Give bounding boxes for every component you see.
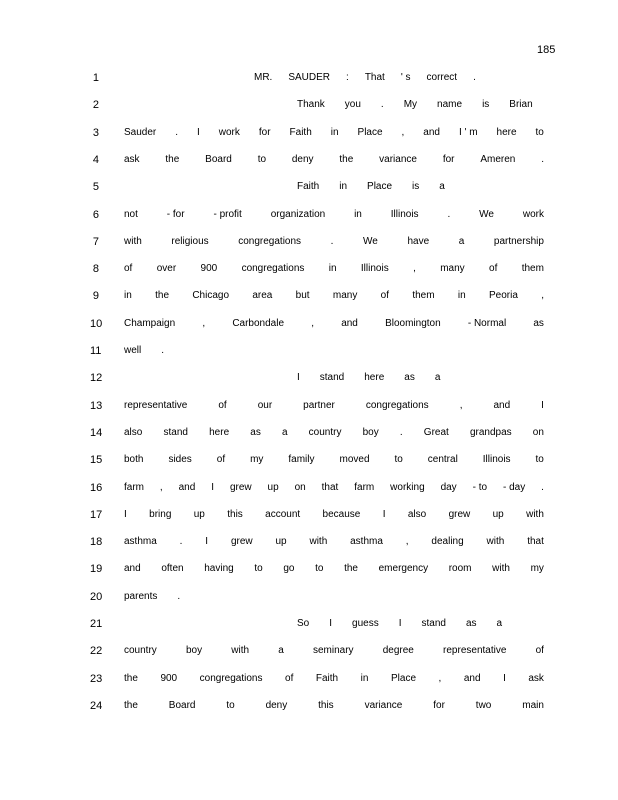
word: the [124, 672, 138, 684]
word: 900 [160, 672, 178, 684]
word: you [344, 99, 361, 111]
word: having [204, 563, 234, 575]
word: Place [390, 672, 416, 684]
word: Place [367, 181, 393, 193]
word: . [447, 208, 451, 220]
word: So [297, 618, 310, 629]
word: name [437, 99, 463, 111]
word: My [403, 99, 418, 111]
word: to [257, 153, 267, 165]
word: representative [443, 645, 507, 657]
transcript-line [0, 154, 618, 170]
word: 900 [200, 263, 218, 275]
word: I [211, 481, 215, 493]
transcript-line [0, 372, 618, 388]
word: a [434, 372, 441, 384]
word: Faith [315, 672, 339, 684]
word: We [363, 235, 378, 247]
transcript-line [0, 400, 618, 416]
line-number: 19 [90, 563, 103, 576]
line-number: 2 [92, 99, 99, 112]
word: Illinois [360, 263, 389, 275]
word: on [294, 481, 306, 493]
word: with [231, 645, 250, 657]
word: two [475, 699, 492, 711]
line-text [124, 318, 544, 329]
word: guess [352, 618, 379, 629]
word: this [227, 508, 243, 520]
word: up [193, 508, 205, 520]
word: a [458, 235, 465, 247]
word: representative [124, 399, 188, 411]
word: MR. [254, 72, 273, 83]
word: grew [229, 481, 252, 493]
line-text [124, 427, 544, 438]
word: sides [168, 454, 192, 466]
word: working [390, 481, 425, 493]
line-number: 4 [92, 153, 99, 166]
word: I [329, 618, 333, 629]
word: ask [124, 153, 140, 165]
word: many [440, 263, 465, 275]
word: I [205, 536, 209, 548]
transcript-line [0, 263, 618, 279]
word: with [526, 508, 544, 520]
word: the [339, 153, 354, 165]
word: grew [230, 536, 253, 548]
word: the [155, 290, 170, 302]
transcript-line [0, 509, 618, 525]
word: the [344, 563, 358, 575]
page-number: 185 [537, 44, 556, 56]
word: them [412, 290, 435, 302]
transcript-line [0, 209, 618, 225]
word: I [398, 618, 402, 629]
word: ask [528, 672, 544, 684]
transcript-line [0, 181, 618, 197]
word: my [530, 563, 544, 575]
word: . [541, 153, 544, 165]
word: asthma [350, 536, 383, 548]
word: day [440, 481, 457, 493]
word: , [202, 317, 206, 329]
word: stand [163, 426, 188, 438]
word: of [216, 454, 226, 466]
word: in [328, 263, 337, 275]
line-number: 7 [92, 235, 99, 248]
word: to [226, 699, 235, 711]
word: with [124, 235, 142, 247]
word: , [459, 399, 463, 411]
word: bring [149, 508, 172, 520]
word: SAUDER [288, 72, 331, 83]
word: Brian [509, 99, 533, 111]
word: . [175, 126, 179, 138]
word: to [254, 563, 263, 575]
transcript-line [0, 99, 618, 115]
line-text [124, 509, 544, 520]
word: here [496, 126, 517, 138]
word: for [442, 153, 455, 165]
word: Sauder [124, 126, 157, 138]
word: . [473, 72, 476, 83]
transcript-line [0, 700, 618, 716]
word: seminary [312, 645, 354, 657]
word: in [124, 290, 132, 302]
line-text [124, 563, 544, 574]
word: congregations [199, 672, 263, 684]
word: , [401, 126, 405, 138]
word: with [492, 563, 510, 575]
word: We [479, 208, 494, 220]
transcript-line [0, 345, 618, 361]
word: country [308, 426, 342, 438]
word: . [177, 590, 181, 602]
word: I ' m [458, 126, 478, 138]
word: boy [185, 645, 203, 657]
word: because [322, 508, 361, 520]
word: of [285, 672, 294, 684]
word: and [124, 563, 141, 575]
line-number: 12 [90, 372, 103, 385]
word: a [496, 618, 503, 629]
word: Ameren [480, 153, 516, 165]
line-number: 24 [90, 699, 103, 712]
word: this [318, 699, 334, 711]
word: with [486, 536, 505, 548]
line-number: 13 [90, 399, 103, 412]
word: on [532, 426, 544, 438]
word: congregations [238, 235, 302, 247]
word: as [465, 618, 477, 629]
transcript-line [0, 454, 618, 470]
line-number: 15 [90, 454, 103, 467]
word: them [521, 263, 544, 275]
word: of [380, 290, 389, 302]
transcript-line [0, 482, 618, 498]
line-text [124, 700, 544, 711]
word: up [267, 481, 279, 493]
word: moved [339, 454, 370, 466]
transcript-line [0, 618, 618, 634]
word: Illinois [482, 454, 511, 466]
line-number: 6 [92, 208, 99, 221]
transcript-line [0, 72, 618, 88]
word: organization [270, 208, 326, 220]
word: here [209, 426, 230, 438]
line-number: 16 [90, 481, 103, 494]
word: often [161, 563, 184, 575]
word: religious [171, 235, 209, 247]
word: . [380, 99, 384, 111]
word: congregations [365, 399, 429, 411]
word: - day [502, 481, 526, 493]
line-text [124, 400, 544, 411]
word: of [218, 399, 227, 411]
word: the [124, 699, 138, 711]
word: deny [265, 699, 288, 711]
word: a [439, 181, 445, 193]
word: , [541, 290, 544, 302]
line-number: 9 [92, 290, 99, 303]
word: up [492, 508, 504, 520]
word: of [535, 645, 544, 657]
word: : [346, 72, 349, 83]
word: in [457, 290, 466, 302]
line-text [124, 263, 544, 274]
word: work [522, 208, 544, 220]
line-number: 18 [90, 536, 103, 549]
word: , [159, 481, 163, 493]
line-text [254, 72, 492, 83]
transcript-line [0, 290, 618, 306]
word: - to [472, 481, 488, 493]
word: partnership [493, 235, 544, 247]
word: to [535, 454, 544, 466]
word: . [161, 345, 165, 356]
word: . [541, 481, 544, 493]
word: in [339, 181, 348, 193]
word: our [257, 399, 273, 411]
word: dealing [431, 536, 464, 548]
word: and [341, 317, 358, 329]
word: Place [357, 126, 383, 138]
word: in [330, 126, 339, 138]
word: farm [124, 481, 144, 493]
transcript-line [0, 236, 618, 252]
word: over [156, 263, 177, 275]
word: - profit [213, 208, 242, 220]
line-number: 5 [92, 181, 99, 194]
word: and [463, 672, 481, 684]
transcript-line [0, 673, 618, 689]
word: ' s [400, 72, 411, 83]
line-text [124, 591, 200, 602]
word: work [218, 126, 240, 138]
word: I [503, 672, 506, 684]
word: . [330, 235, 334, 247]
word: that [527, 536, 544, 548]
word: grew [448, 508, 471, 520]
line-text [124, 345, 184, 356]
line-text [124, 482, 544, 493]
line-text [297, 372, 460, 383]
line-number: 8 [92, 263, 99, 276]
word: and [493, 399, 511, 411]
transcript-line [0, 645, 618, 661]
transcript-line [0, 318, 618, 334]
line-number: 1 [92, 72, 99, 84]
line-number: 23 [90, 672, 103, 685]
word: my [250, 454, 264, 466]
word: , [405, 536, 409, 548]
word: not [124, 208, 138, 220]
word: Chicago [192, 290, 230, 302]
word: , [311, 317, 314, 329]
word: - Normal [467, 317, 507, 329]
word: That [364, 72, 385, 83]
line-text [124, 673, 544, 684]
word: as [533, 317, 544, 329]
word: of [489, 263, 498, 275]
word: of [124, 263, 133, 275]
word: correct [426, 72, 458, 83]
word: Faith [297, 181, 320, 193]
transcript-line [0, 127, 618, 143]
word: for [258, 126, 271, 138]
line-number: 20 [90, 590, 103, 603]
line-number: 3 [92, 126, 99, 139]
word: I [382, 508, 386, 520]
word: partner [303, 399, 335, 411]
word: central [427, 454, 458, 466]
word: farm [354, 481, 375, 493]
word: a [278, 645, 284, 657]
line-number: 10 [90, 317, 103, 330]
word: Board [168, 699, 196, 711]
line-number: 14 [90, 426, 103, 439]
line-number: 11 [90, 345, 102, 357]
line-text [124, 236, 544, 247]
word: account [265, 508, 301, 520]
word: also [407, 508, 427, 520]
word: country [124, 645, 157, 657]
transcript-line [0, 536, 618, 552]
word: main [522, 699, 544, 711]
word: to [535, 126, 544, 138]
word: emergency [378, 563, 429, 575]
line-text [124, 127, 544, 138]
word: the [165, 153, 180, 165]
word: congregations [241, 263, 305, 275]
word: Faith [289, 126, 312, 138]
word: up [275, 536, 287, 548]
word: deny [291, 153, 314, 165]
word: stand [421, 618, 446, 629]
transcript-line [0, 427, 618, 443]
word: Champaign [124, 317, 176, 329]
word: and [178, 481, 196, 493]
word: boy [362, 426, 379, 438]
word: many [332, 290, 358, 302]
word: Illinois [390, 208, 419, 220]
line-text [124, 290, 544, 301]
word: is [482, 99, 490, 111]
word: Great [423, 426, 449, 438]
word: in [354, 208, 362, 220]
line-text [124, 454, 544, 465]
word: and [423, 126, 440, 138]
word: . [179, 536, 183, 548]
word: area [252, 290, 273, 302]
word: but [295, 290, 310, 302]
line-text [297, 99, 553, 110]
word: stand [319, 372, 345, 384]
word: to [394, 454, 403, 466]
word: I [541, 399, 544, 411]
word: as [250, 426, 261, 438]
word: grandpas [469, 426, 512, 438]
word: I [124, 508, 127, 520]
word: with [309, 536, 328, 548]
line-text [124, 536, 544, 547]
word: family [288, 454, 315, 466]
line-text [124, 209, 544, 220]
word: variance [379, 153, 417, 165]
word: Carbondale [232, 317, 285, 329]
word: . [399, 426, 403, 438]
word: for [433, 699, 445, 711]
word: room [448, 563, 472, 575]
word: that [321, 481, 339, 493]
line-number: 17 [90, 508, 103, 521]
word: I [297, 372, 300, 384]
word: a [281, 426, 288, 438]
word: well [124, 345, 142, 356]
line-number: 22 [90, 645, 103, 658]
word: asthma [124, 536, 157, 548]
word: to [315, 563, 324, 575]
transcript-line [0, 591, 618, 607]
word: I [197, 126, 200, 138]
word: Bloomington [385, 317, 441, 329]
word: variance [364, 699, 403, 711]
line-text [297, 181, 465, 192]
word: Board [205, 153, 232, 165]
word: Peoria [488, 290, 518, 302]
word: , [413, 263, 416, 275]
word: is [412, 181, 420, 193]
word: here [364, 372, 385, 384]
word: also [124, 426, 143, 438]
word: parents [124, 590, 158, 602]
line-text [124, 645, 544, 656]
line-text [124, 154, 544, 165]
word: in [360, 672, 369, 684]
line-text [297, 618, 522, 629]
word: go [283, 563, 295, 575]
word: have [407, 235, 430, 247]
line-number: 21 [90, 618, 103, 630]
word: both [124, 454, 144, 466]
word: , [438, 672, 442, 684]
word: Thank [297, 99, 325, 111]
word: - for [166, 208, 185, 220]
word: degree [382, 645, 414, 657]
word: as [404, 372, 415, 384]
transcript-line [0, 563, 618, 579]
